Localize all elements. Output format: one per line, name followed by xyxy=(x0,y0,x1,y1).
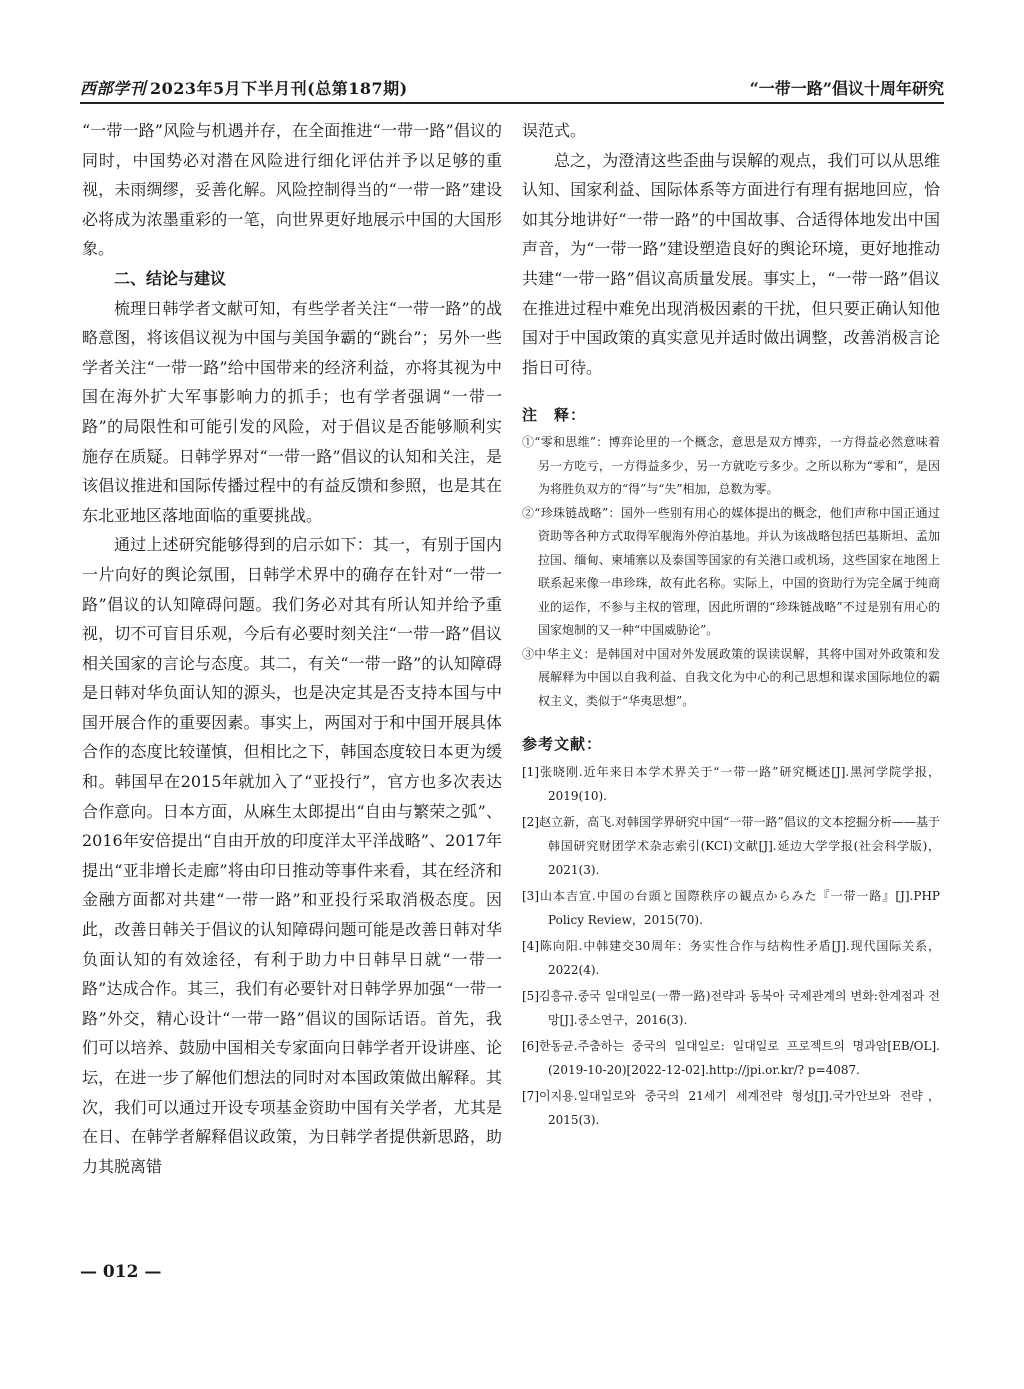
reference-item: [3]山本吉宣.中国の台頭と国際秩序の観点からみた『一带一路』[J].PHP Policy Review，2015(70). xyxy=(522,889,940,928)
body-paragraph-continued: 误范式。 xyxy=(522,121,587,140)
right-column xyxy=(522,116,940,1266)
section-heading: 二、结论与建议 xyxy=(114,268,227,288)
header-left xyxy=(80,76,408,99)
note-item: ①“零和思维”：博弈论里的一个概念，意思是双方博弈，一方得益必然意味着另一方吃亏，一方得益多少，另一方就吃亏多少。之所以称为“零和”，是因为将胜负双方的“得”与“失”相加，总数为零。 xyxy=(522,435,940,497)
left-column xyxy=(82,116,502,1236)
body-paragraph: “一带一路”风险与机遇并存，在全面推进“一带一路”倡议的同时，中国势必对潜在风险进行细化评估并予以足够的重视，未雨绸缪，妥善化解。风险控制得当的“一带一路”建设必将成为浓墨重彩的一笔，向世界更好地展示中国的大国形象。 xyxy=(82,121,502,259)
note-item: ③中华主义：是韩国对中国对外发展政策的误读误解，其将中国对外政策和发展解释为中国以自我利益、自我文化为中心的利己思想和谋求国际地位的霸权主义，类似于“华夷思想”。 xyxy=(522,646,940,708)
running-header xyxy=(80,72,944,106)
journal-issue: 2023年5月下半月刊(总第187期) xyxy=(150,79,408,98)
body-paragraph: 通过上述研究能够得到的启示如下：其一，有别于国内一片向好的舆论氛围，日韩学术界中的确存在针对“一带一路”倡议的认知障碍问题。我们务必对其有所认知并给予重视，切不可盲目乐观，今后有必要时刻关注“一带一路”倡议相关国家的言论与态度。其二，有关“一带一路”的认知障碍是日韩对华负面认知的源头，也是决定其是否支持本国与中国开展合作的重要因素。事实上，两国对于和中国开展具体合作的态度比较谨慎，但相比之下，韩国态度较日本更为缓和。韩国早在2015年就加入了“亚投行”，官方也多次表达合作意向。日本方面，从麻生太郎提出“自由与繁荣之弧”、2016年安倍提出“自由开放的印度洋太平洋战略”、2017年提出“亚非增长走廊”将由印日推动等事件来看，其在经济和金融方面都对共建“一带一路”和亚投行采取消极态度。因此，改善日韩关于倡议的认知障碍问题可能是改善日韩对华负面认知的有效途径，有利于助力中日韩早日就“一带一路”达成合作。其三，我们有必要针对日韩学界加强“一带一路”外交，精心设计“一带一路”倡议的国际话语。首先，我们可以培养、鼓励中国相关专家面向日韩学者开设讲座、论坛，在进一步了解他们想法的同时对本国政策做出解释。其次，我们可以通过开设专项基金资助中国有关学者，尤其是在日、在韩学者解释倡议政策，为日韩学者提供新思路，助力其脱离错 xyxy=(82,535,502,1176)
notes-title: 注 释： xyxy=(522,406,587,425)
header-section-title: “一带一路”倡议十周年研究 xyxy=(749,79,944,98)
body-paragraph: 梳理日韩学者文献可知，有些学者关注“一带一路”的战略意图，将该倡议视为中国与美国争霸的“跳台”；另外一些学者关注“一带一路”给中国带来的经济利益，亦将其视为中国在海外扩大军事影响力的抓手；也有学者强调“一带一路”的局限性和可能引发的风险，对于倡议是否能够顺利实施存在质疑。日韩学界对“一带一路”倡议的认知和关注，是该倡议推进和国际传播过程中的有益反馈和参照，也是其在东北亚地区落地面临的重要挑战。 xyxy=(82,298,502,525)
reference-item: [7]이지용.일대일로와 중국의 21세기 세계전략 형성[J].국가안보와 전략，2015(3). xyxy=(522,1089,940,1128)
header-rule xyxy=(80,102,944,104)
reference-item: [4]陈向阳.中韩建交30周年：务实性合作与结构性矛盾[J].现代国际关系，2022(4). xyxy=(522,939,940,978)
page-number: — 012 — xyxy=(80,1262,162,1282)
reference-item: [6]한동균.주춤하는 중국의 일대일로: 일대일로 프로젝트의 명과암[EB/OL].(2019-10-20)[2022-12-02].http://jpi.or.kr/? p=4087. xyxy=(522,1039,940,1078)
reference-item: [2]赵立新，高飞.对韩国学界研究中国“一带一路”倡议的文本挖掘分析——基于韩国研究财团学术杂志索引(KCI)文献[J].延边大学学报(社会科学版)，2021(3). xyxy=(522,815,940,878)
references-title: 参考文献： xyxy=(522,735,603,754)
note-item: ②“珍珠链战略”：国外一些别有用心的媒体提出的概念，他们声称中国正通过资助等各种方式取得军舰海外停泊基地。并认为该战略包括巴基斯坦、孟加拉国、缅甸、柬埔寨以及泰国等国家的有关港口或机场，这些国家在地图上联系起来像一串珍珠，故有此名称。实际上，中国的资助行为完全属于纯商业的运作，不参与主权的管理，因此所谓的“珍珠链战略”不过是别有用心的国家炮制的又一种“中国威胁论”。 xyxy=(522,505,940,638)
journal-logo: 西部学刊 xyxy=(80,79,147,98)
reference-item: [5]김흥규.중국 일대일로(一帶一路)전략과 동북아 국제관계의 변화:한계점과 전망[J].중소연구，2016(3). xyxy=(522,989,940,1028)
body-paragraph: 总之，为澄清这些歪曲与误解的观点，我们可以从思维认知、国家利益、国际体系等方面进行有理有据地回应，恰如其分地讲好“一带一路”的中国故事、合适得体地发出中国声音，为“一带一路”建设塑造良好的舆论环境，更好地推动共建“一带一路”倡议高质量发展。事实上，“一带一路”倡议在推进过程中难免出现消极因素的干扰，但只要正确认知他国对于中国政策的真实意见并适时做出调整，改善消极言论指日可待。 xyxy=(522,150,940,377)
reference-item: [1]张晓刚.近年来日本学术界关于“一带一路”研究概述[J].黑河学院学报，2019(10). xyxy=(522,765,940,804)
